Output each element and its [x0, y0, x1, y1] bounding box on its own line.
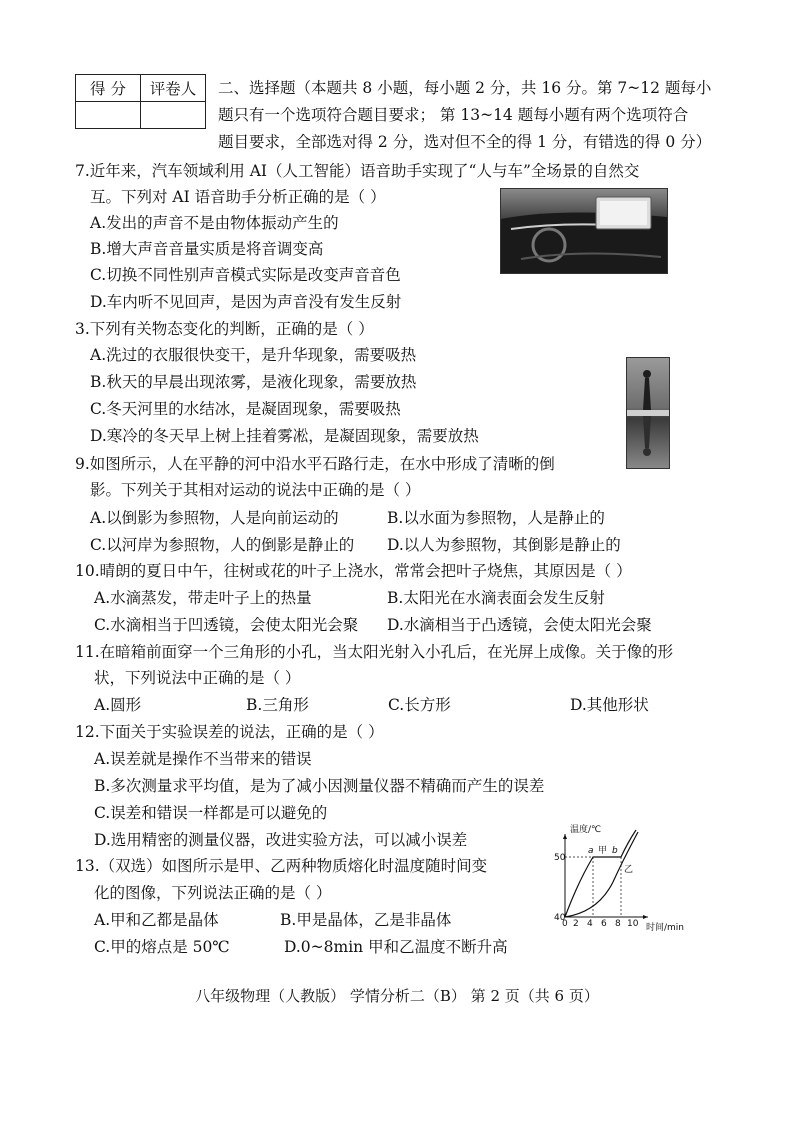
q11-stem-line2: 状，下列说法中正确的是（ ） — [94, 669, 301, 687]
graph-xlabel: 时间/min — [646, 923, 685, 933]
q13-option-a[interactable]: A.甲和乙都是晶体 — [94, 911, 219, 929]
graph-y40: 40 — [554, 913, 566, 923]
q12-stem: 12.下面关于实验误差的说法，正确的是（ ） — [75, 723, 384, 741]
q7-option-a[interactable]: A.发出的声音不是由物体振动产生的 — [90, 214, 339, 232]
person-reflection-illustration — [627, 358, 669, 468]
melting-graph — [548, 822, 698, 934]
q9-option-c[interactable]: C.以河岸为参照物，人的倒影是静止的 — [90, 536, 355, 554]
q8-option-b[interactable]: B.秋天的早晨出现浓雾，是液化现象，需要放热 — [90, 373, 417, 391]
q12-option-c[interactable]: C.误差和错误一样都是可以避免的 — [94, 804, 328, 822]
q7-stem-line1: 7.近年来，汽车领域利用 AI（人工智能）语音助手实现了“人与车”全场景的自然交 — [75, 162, 640, 180]
car-dashboard-illustration — [501, 189, 667, 273]
q11-option-c[interactable]: C.长方形 — [388, 696, 451, 714]
q9-stem-line2: 影。下列关于其相对运动的说法中正确的是（ ） — [90, 481, 421, 499]
graph-y-arrow — [563, 834, 567, 839]
q7-option-b[interactable]: B.增大声音音量实质是将音调变高 — [90, 240, 324, 258]
section-title-line2: 题只有一个选项符合题目要求； 第 13~14 题每小题有两个选项符合 — [218, 106, 689, 124]
q10-option-a[interactable]: A.水滴蒸发，带走叶子上的热量 — [94, 589, 312, 607]
graph-x8: 8 — [615, 919, 621, 929]
graph-x10: 10 — [627, 919, 639, 929]
q9-stem-line1: 9.如图所示，人在平静的河中沿水平石路行走，在水中形成了清晰的倒 — [75, 455, 555, 473]
score-table — [75, 74, 206, 129]
section-title-line3: 题目要求，全部选对得 2 分，选对但不全的得 1 分，有错选的得 0 分） — [218, 133, 712, 151]
page-footer: 八年级物理（人教版） 学情分析二（B） 第 2 页（共 6 页） — [195, 987, 599, 1005]
q12-option-b[interactable]: B.多次测量求平均值，是为了减小因测量仪器不精确而产生的误差 — [94, 777, 545, 795]
river-reflection-photo — [626, 357, 670, 469]
q10-option-c[interactable]: C.水滴相当于凹透镜，会使太阳光会聚 — [94, 616, 359, 634]
q13-option-b[interactable]: B.甲是晶体，乙是非晶体 — [280, 911, 452, 929]
q7-stem-line2: 互。下列对 AI 语音助手分析正确的是（ ） — [90, 188, 386, 206]
q13-stem-line1: 13.（双选）如图所示是甲、乙两种物质熔化时温度随时间变 — [75, 857, 488, 875]
graph-y50: 50 — [554, 853, 566, 863]
graph-label-jia: 甲 — [598, 846, 608, 856]
q11-option-d[interactable]: D.其他形状 — [570, 696, 649, 714]
graph-x4: 4 — [587, 919, 593, 929]
q12-option-a[interactable]: A.误差就是操作不当带来的错误 — [94, 750, 312, 768]
grader-header: 评卷人 — [141, 75, 206, 102]
score-cell[interactable] — [76, 102, 141, 129]
q8-option-c[interactable]: C.冬天河里的水结冰，是凝固现象，需要吸热 — [90, 400, 401, 418]
q10-stem: 10.晴朗的夏日中午，往树或花的叶子上浇水，常常会把叶子烧焦，其原因是（ ） — [75, 562, 632, 580]
graph-x-arrow — [643, 915, 648, 919]
graph-ylabel: 温度/℃ — [570, 825, 602, 835]
q13-stem-line2: 化的图像，下列说法正确的是（ ） — [94, 884, 332, 902]
q9-option-d[interactable]: D.以人为参照物，其倒影是静止的 — [387, 536, 621, 554]
grader-cell[interactable] — [141, 102, 206, 129]
q11-stem-line1: 11.在暗箱前面穿一个三角形的小孔，当太阳光射入小孔后，在光屏上成像。关于像的形 — [75, 643, 674, 661]
score-header: 得 分 — [76, 75, 141, 102]
q11-option-a[interactable]: A.圆形 — [94, 696, 142, 714]
q11-option-b[interactable]: B.三角形 — [246, 696, 309, 714]
q8-option-d[interactable]: D.寒冷的冬天早上树上挂着雾凇，是凝固现象，需要放热 — [90, 427, 479, 445]
q10-option-b[interactable]: B.太阳光在水滴表面会发生反射 — [387, 589, 605, 607]
q13-option-d[interactable]: D.0~8min 甲和乙温度不断升高 — [284, 938, 508, 956]
q7-option-d[interactable]: D.车内听不见回声，是因为声音没有发生反射 — [90, 293, 402, 311]
graph-x0: 0 — [562, 919, 568, 929]
q13-option-c[interactable]: C.甲的熔点是 50℃ — [94, 938, 230, 956]
graph-label-b: b — [612, 846, 618, 856]
graph-x2: 2 — [573, 919, 579, 929]
q10-option-d[interactable]: D.水滴相当于凸透镜，会使太阳光会聚 — [387, 616, 652, 634]
q9-option-a[interactable]: A.以倒影为参照物，人是向前运动的 — [90, 509, 339, 527]
graph-label-yi: 乙 — [624, 865, 634, 875]
q8-option-a[interactable]: A.洗过的衣服很快变干，是升华现象，需要吸热 — [90, 346, 417, 364]
q7-option-c[interactable]: C.切换不同性别声音模式实际是改变声音音色 — [90, 266, 401, 284]
car-dashboard-photo — [500, 188, 668, 274]
q9-option-b[interactable]: B.以水面为参照物，人是静止的 — [387, 509, 605, 527]
section-title-line1: 二、选择题（本题共 8 小题，每小题 2 分，共 16 分。第 7~12 题每小 — [218, 79, 712, 97]
q12-option-d[interactable]: D.选用精密的测量仪器，改进实验方法，可以减小误差 — [94, 831, 468, 849]
graph-x6: 6 — [601, 919, 607, 929]
q8-stem: 3.下列有关物态变化的判断，正确的是（ ） — [75, 320, 374, 338]
graph-label-a: a — [588, 846, 594, 856]
